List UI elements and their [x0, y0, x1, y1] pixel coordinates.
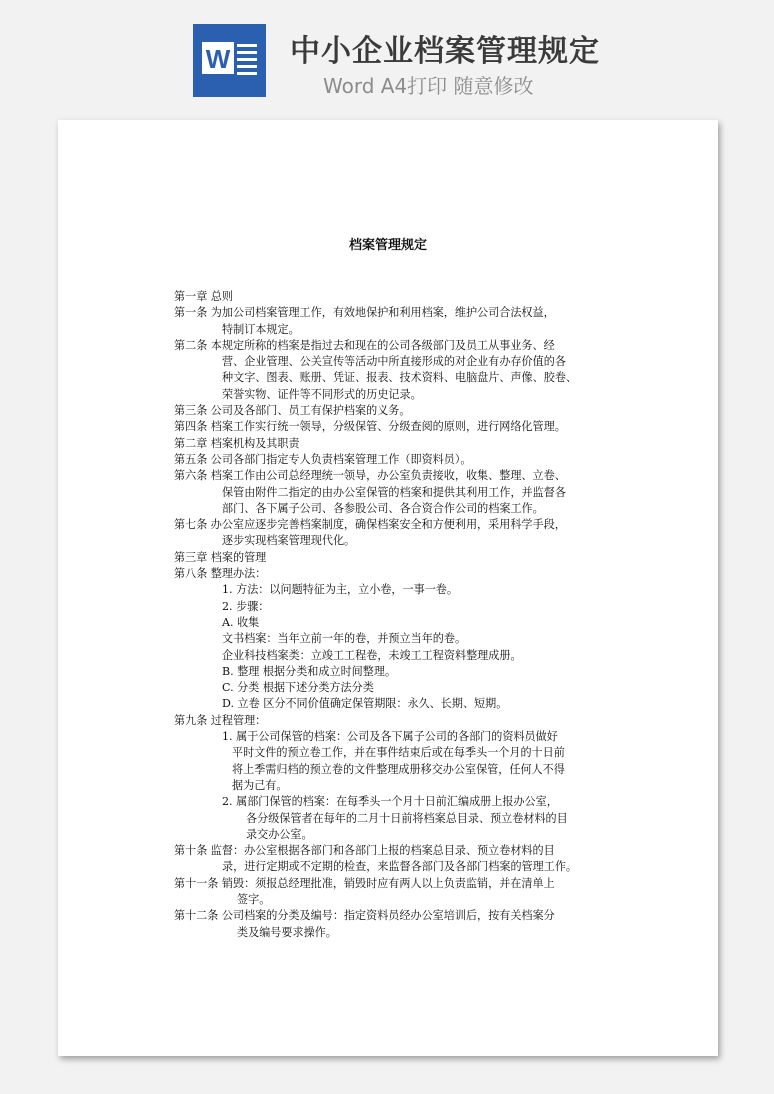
document-line: 逐步实现档案管理现代化。: [222, 534, 356, 548]
document-line: 第三条 公司及各部门、员工有保护档案的义务。: [174, 404, 411, 418]
page-header: [0, 0, 774, 118]
document-page: [58, 120, 718, 1056]
document-title: 档案管理规定: [348, 238, 427, 253]
document-line: 各分级保管者在每年的二月十日前将档案总目录、预立卷材料的目: [246, 811, 568, 825]
document-line: B. 整理 根据分类和成立时间整理。: [222, 664, 397, 678]
word-icon-letter: W: [205, 44, 231, 74]
document-line: 第十二条 公司档案的分类及编号：指定资料员经办公室培训后，按有关档案分: [174, 909, 555, 923]
document-line: 类及编号要求操作。: [237, 925, 337, 939]
document-line: 部门、各下属子公司、各参股公司、各合资合作公司的档案工作。: [222, 501, 544, 515]
document-line: 荣誉实物、证件等不同形式的历史记录。: [222, 387, 422, 401]
document-line: 第二章 档案机构及其职责: [174, 436, 300, 450]
document-line: D. 立卷 区分不同价值确定保管期限：永久、长期、短期。: [222, 697, 508, 711]
document-line: 保管由附件二指定的由办公室保管的档案和提供其利用工作，并监督各: [222, 485, 566, 499]
document-line: 第五条 公司各部门指定专人负责档案管理工作（即资料员）。: [174, 452, 472, 466]
document-line: 2. 属部门保管的档案：在每季头一个月十日前汇编成册上报办公室，: [222, 795, 558, 809]
document-line: 第七条 办公室应逐步完善档案制度，确保档案安全和方便利用，采用科学手段，: [174, 518, 566, 532]
document-line: 营、企业管理、公关宣传等活动中所直接形成的对企业有办存价值的各: [222, 355, 566, 369]
document-line: 第一章 总则: [174, 290, 233, 303]
document-line: 2. 步骤：: [222, 599, 270, 613]
document-line: 种文字、图表、账册、凭证、报表、技术资料、电脑盘片、声像、胶卷、: [222, 371, 578, 385]
document-line: 签字。: [237, 892, 271, 906]
document-line: 1. 属于公司保管的档案：公司及各下属子公司的各部门的资料员做好: [222, 730, 558, 744]
document-line: 企业科技档案类：立竣工工程卷，未竣工工程资料整理成册。: [222, 648, 522, 662]
document-line: 第六条 档案工作由公司总经理统一领导，办公室负责接收，收集、整理、立卷、: [174, 469, 566, 483]
document-line: 录，进行定期或不定期的检查，来监督各部门及各部门档案的管理工作。: [222, 860, 578, 874]
document-line: 第十一条 销毁：须报总经理批准，销毁时应有两人以上负责监销，并在清单上: [174, 876, 555, 890]
document-line: 文书档案：当年立前一年的卷，并预立当年的卷。: [222, 632, 467, 646]
document-line: 特制订本规定。: [222, 322, 300, 336]
document-line: C. 分类 根据下述分类方法分类: [222, 681, 374, 695]
document-body: [174, 289, 604, 941]
document-line: A. 收集: [222, 615, 260, 629]
document-line: 第十条 监督：办公室根据各部门和各部门上报的档案总目录、预立卷材料的目: [174, 844, 555, 858]
document-line: 录交办公室。: [246, 827, 313, 841]
document-line: 将上季需归档的预立卷的文件整理成册移交办公室保管，任何人不得: [232, 762, 565, 776]
document-line: 第二条 本规定所称的档案是指过去和现在的公司各级部门及员工从事业务、经: [174, 338, 555, 352]
document-line: 1. 方法：以问题特征为主，立小卷，一事一卷。: [222, 583, 458, 597]
document-line: 第九条 过程管理：: [174, 713, 267, 727]
document-line: 第四条 档案工作实行统一领导，分级保管、分级查阅的原则，进行网络化管理。: [174, 420, 566, 434]
document-line: 据为己有。: [232, 778, 288, 792]
document-line: 平时文件的预立卷工作，并在事件结束后或在每季头一个月的十日前: [232, 746, 565, 760]
document-line: 第一条 为加公司档案管理工作，有效地保护和利用档案，维护公司合法权益，: [174, 306, 555, 320]
document-line: 第三章 档案的管理: [174, 550, 267, 564]
page-title: 中小企业档案管理规定: [290, 34, 600, 69]
page-subtitle: Word A4打印 随意修改: [323, 74, 534, 98]
document-line: 第八条 整理办法：: [174, 567, 267, 581]
word-document-icon: [193, 24, 266, 97]
